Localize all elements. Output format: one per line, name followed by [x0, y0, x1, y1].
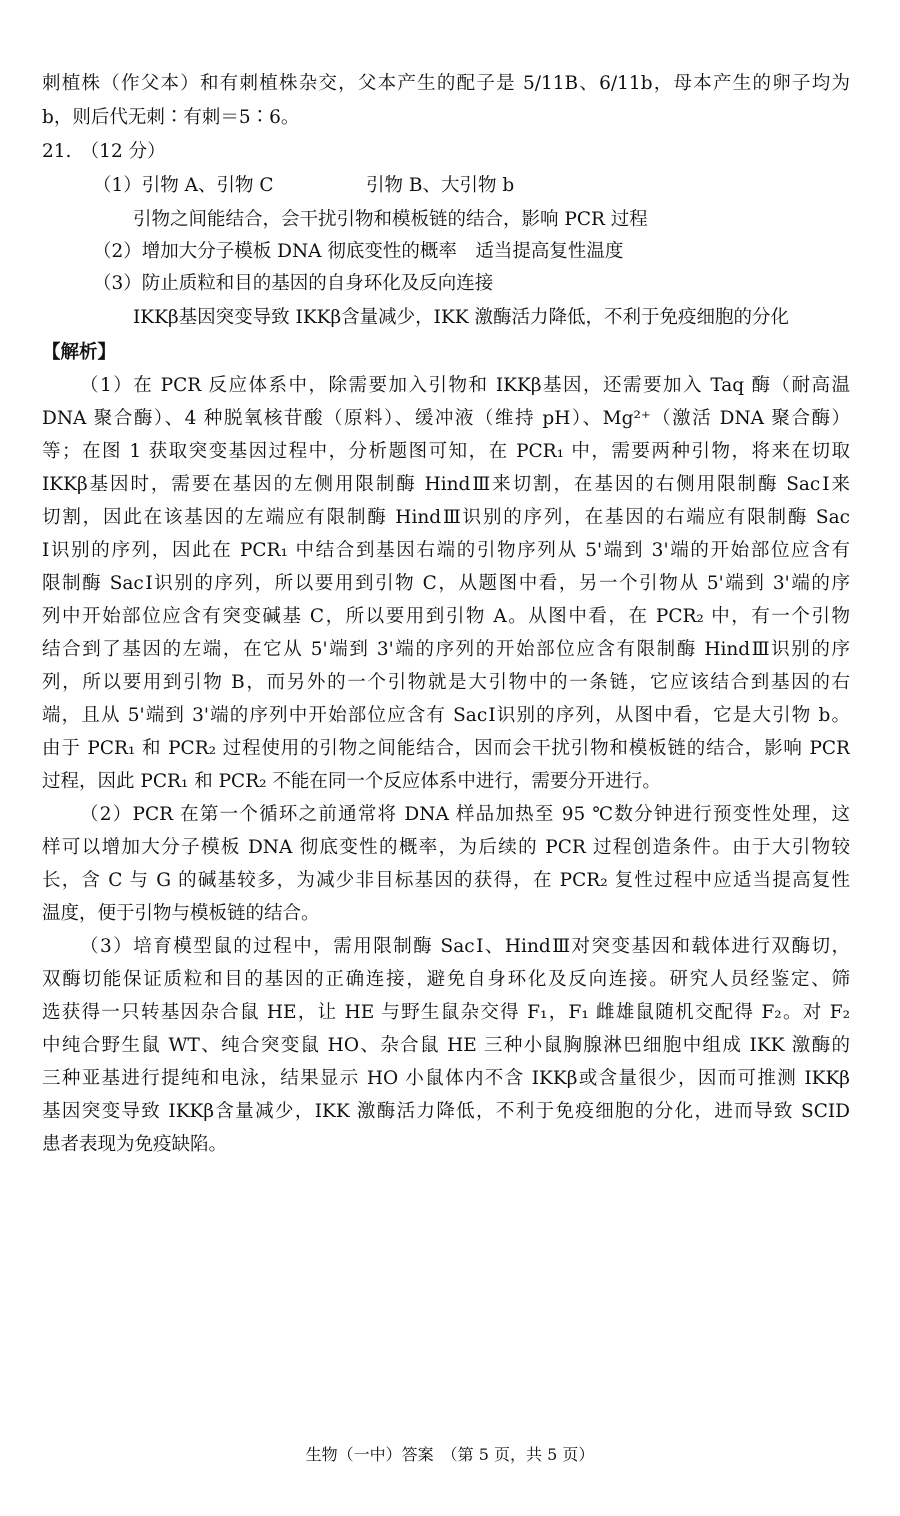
- text-line: 长，含 C 与 G 的碱基较多，为减少非目标基因的获得，在 PCR₂ 复性过程中应适当提高复性: [42, 870, 850, 891]
- text-line: 三种亚基进行提纯和电泳，结果显示 HO 小鼠体内不含 IKKβ或含量很少，因而可推测 IKKβ: [42, 1068, 850, 1089]
- question-header: 21. （12 分）: [42, 141, 166, 162]
- answer-1-part-a: （1）引物 A、引物 C: [93, 175, 274, 196]
- answer-1: [93, 169, 850, 203]
- analysis-header: 【解析】: [42, 342, 117, 363]
- text-line: DNA 聚合酶）、4 种脱氧核苷酸（原料）、缓冲液（维持 pH）、Mg²⁺（激活 DNA 聚合酶）: [42, 408, 850, 429]
- answer-3: （3）防止质粒和目的基因的自身环化及反向连接: [93, 273, 494, 294]
- text-line: 列，所以要用到引物 B，而另外的一个引物就是大引物中的一条链，它应该结合到基因的右: [42, 672, 850, 693]
- text-line: 过程，因此 PCR₁ 和 PCR₂ 不能在同一个反应体系中进行，需要分开进行。: [42, 771, 661, 792]
- answer-1-part-b: 引物 B、大引物 b: [366, 175, 515, 196]
- answer-1-line-2: 引物之间能结合，会干扰引物和模板链的结合，影响 PCR 过程: [133, 209, 648, 230]
- text-line: 样可以增加大分子模板 DNA 彻底变性的概率，为后续的 PCR 过程创造条件。由于大引物较: [42, 837, 850, 858]
- answer-3-line-2: IKKβ基因突变导致 IKKβ含量减少，IKK 激酶活力降低，不利于免疫细胞的分化: [133, 307, 790, 328]
- text-line: 切割，因此在该基因的左端应有限制酶 HindⅢ识别的序列，在基因的右端应有限制酶 Sac: [42, 507, 850, 528]
- text-line: （2）PCR 在第一个循环之前通常将 DNA 样品加热至 95 ℃数分钟进行预变性处理，这: [80, 804, 850, 825]
- text-line: 限制酶 SacⅠ识别的序列，所以要用到引物 C，从题图中看，另一个引物从 5'端到 3'端的序: [42, 573, 850, 594]
- text-line: 双酶切能保证质粒和目的基因的正确连接，避免自身环化及反向连接。研究人员经鉴定、筛: [42, 969, 850, 990]
- text-line: 选获得一只转基因杂合鼠 HE，让 HE 与野生鼠杂交得 F₁，F₁ 雌雄鼠随机交配得 F₂。对 F₂: [42, 1002, 850, 1023]
- text-line: 列中开始部位应含有突变碱基 C，所以要用到引物 A。从图中看，在 PCR₂ 中，有一个引物: [42, 606, 850, 627]
- text-line: 中纯合野生鼠 WT、纯合突变鼠 HO、杂合鼠 HE 三种小鼠胸腺淋巴细胞中组成 IKK 激酶的: [42, 1035, 850, 1056]
- text-line: 等；在图 1 获取突变基因过程中，分析题图可知，在 PCR₁ 中，需要两种引物，将来在切取: [42, 441, 850, 462]
- text-line: IKKβ基因时，需要在基因的左侧用限制酶 HindⅢ来切割，在基因的右侧用限制酶 SacⅠ来: [42, 474, 850, 495]
- page-footer: 生物（一中）答案 （第 5 页，共 5 页）: [305, 1445, 595, 1464]
- text-line: 患者表现为免疫缺陷。: [42, 1134, 228, 1155]
- answer-2: （2）增加大分子模板 DNA 彻底变性的概率 适当提高复性温度: [93, 241, 624, 262]
- text-line: b，则后代无刺∶有刺＝5∶6。: [42, 107, 300, 128]
- text-line: （1）在 PCR 反应体系中，除需要加入引物和 IKKβ基因，还需要加入 Taq 酶（耐高温: [80, 375, 850, 396]
- text-line: 结合到了基因的左端，在它从 5'端到 3'端的序列的开始部位应含有限制酶 HindⅢ识别的序: [42, 639, 850, 660]
- text-line: Ⅰ识别的序列，因此在 PCR₁ 中结合到基因右端的引物序列从 5'端到 3'端的开始部位应含有: [42, 540, 850, 561]
- text-line: 温度，便于引物与模板链的结合。: [42, 903, 320, 924]
- text-line: 基因突变导致 IKKβ含量减少，IKK 激酶活力降低，不利于免疫细胞的分化，进而导致 SCID: [42, 1101, 850, 1122]
- text-line: 端，且从 5'端到 3'端的序列中开始部位应含有 SacⅠ识别的序列，从图中看，它是大引物 b。: [42, 705, 850, 726]
- text-line: （3）培育模型鼠的过程中，需用限制酶 SacⅠ、HindⅢ对突变基因和载体进行双酶切，: [80, 936, 850, 957]
- text-line: 由于 PCR₁ 和 PCR₂ 过程使用的引物之间能结合，因而会干扰引物和模板链的结合，影响 PCR: [42, 738, 850, 759]
- text-line: 刺植株（作父本）和有刺植株杂交，父本产生的配子是 5/11B、6/11b，母本产生的卵子均为: [42, 73, 850, 94]
